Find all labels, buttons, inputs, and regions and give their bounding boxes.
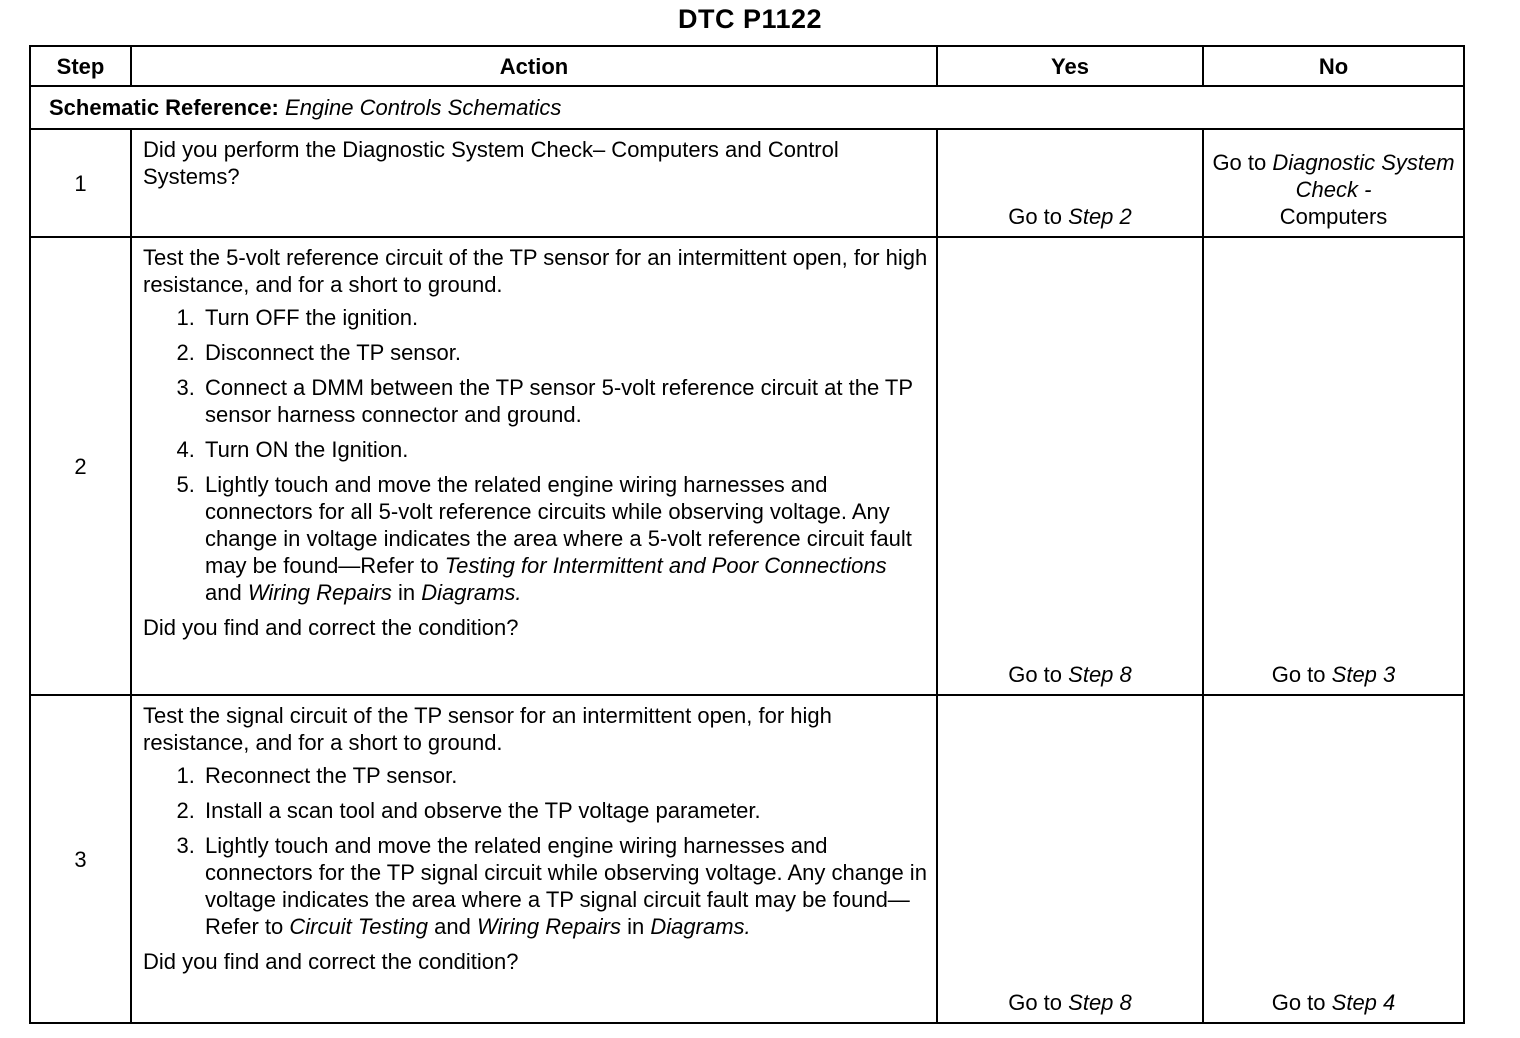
no-suffix: Computers: [1279, 204, 1388, 229]
action-intro: Test the 5-volt reference circuit of the TP sensor for an intermittent open, for high resistance, and for a short to ground.: [143, 245, 928, 297]
header-step: Step: [30, 46, 131, 86]
step-number: 2: [30, 237, 131, 695]
yes-cell: [937, 237, 1203, 695]
reference-link[interactable]: Wiring Repairs: [247, 580, 392, 605]
list-item: 2. Disconnect the TP sensor.: [201, 339, 928, 366]
procedure-list: [143, 762, 928, 940]
no-cell: [1203, 695, 1464, 1023]
reference-link[interactable]: Diagrams.: [650, 914, 751, 939]
list-item: 1. Turn OFF the ignition.: [201, 304, 928, 331]
no-prefix: Go to: [1271, 990, 1326, 1015]
reference-link[interactable]: Testing for Intermittent and Poor Connections: [444, 553, 887, 578]
diagnostic-table: [29, 45, 1465, 1024]
item-text: in: [398, 580, 416, 605]
reference-link[interactable]: Diagrams.: [421, 580, 522, 605]
action-cell: [131, 129, 937, 237]
schematic-label: Schematic Reference:: [49, 95, 279, 120]
no-step-link[interactable]: Step 4: [1331, 990, 1396, 1015]
yes-cell: [937, 129, 1203, 237]
item-text: Lightly touch and move the related engine wiring harnesses and connectors for all 5-volt reference circuits while observing voltage. Any change in voltage indicates the area where a 5-volt reference circuit fault may be found—Refer to: [205, 472, 912, 578]
no-prefix: Go to: [1271, 662, 1326, 687]
schematic-reference: [30, 86, 1464, 129]
page-title: DTC P1122: [677, 4, 823, 34]
schematic-reference-row: [30, 86, 1464, 129]
action-cell: [131, 237, 937, 695]
action-question: Did you find and correct the condition?: [143, 949, 519, 974]
item-text: and: [205, 580, 242, 605]
header-yes: Yes: [937, 46, 1203, 86]
list-item: 1. Reconnect the TP sensor.: [201, 762, 928, 789]
table-row: [30, 129, 1464, 237]
no-cell: [1203, 237, 1464, 695]
header-no: No: [1203, 46, 1464, 86]
list-item: 3. Connect a DMM between the TP sensor 5-volt reference circuit at the TP sensor harness connector and ground.: [201, 374, 928, 428]
step-number: 1: [30, 129, 131, 237]
reference-link[interactable]: Wiring Repairs: [476, 914, 622, 939]
action-intro: Test the signal circuit of the TP sensor for an intermittent open, for high resistance, and for a short to ground.: [143, 703, 832, 755]
yes-step-link[interactable]: Step 8: [1068, 990, 1132, 1015]
action-cell: [131, 695, 937, 1023]
list-item: [201, 471, 928, 606]
header-action: Action: [131, 46, 937, 86]
procedure-list: [143, 304, 928, 606]
action-question: Did you find and correct the condition?: [143, 615, 519, 640]
yes-prefix: Go to: [1008, 990, 1063, 1015]
no-step-link[interactable]: Diagnostic System Check -: [1272, 150, 1455, 202]
action-text: Did you perform the Diagnostic System Check– Computers and Control Systems?: [143, 137, 839, 189]
list-item: [201, 832, 928, 940]
yes-step-link[interactable]: Step 2: [1068, 204, 1132, 229]
table-row: [30, 695, 1464, 1023]
step-number: 3: [30, 695, 131, 1023]
schematic-link[interactable]: Engine Controls Schematics: [285, 95, 562, 120]
table-row: [30, 237, 1464, 695]
list-item: 4. Turn ON the Ignition.: [201, 436, 928, 463]
no-step-link[interactable]: Step 3: [1331, 662, 1396, 687]
reference-link[interactable]: Circuit Testing: [289, 914, 428, 939]
yes-prefix: Go to: [1008, 662, 1063, 687]
no-cell: [1203, 129, 1464, 237]
no-prefix: Go to: [1212, 150, 1267, 175]
table-header-row: [30, 46, 1464, 86]
item-text: Lightly touch and move the related engine wiring harnesses and connectors for the TP signal circuit while observing voltage. Any change in voltage indicates the area where a TP signal circuit fault may be found— Refer to: [205, 833, 927, 939]
item-text: and: [434, 914, 471, 939]
yes-prefix: Go to: [1008, 204, 1063, 229]
yes-cell: [937, 695, 1203, 1023]
item-text: in: [627, 914, 645, 939]
yes-step-link[interactable]: Step 8: [1068, 662, 1132, 687]
list-item: 2. Install a scan tool and observe the TP voltage parameter.: [201, 797, 928, 824]
